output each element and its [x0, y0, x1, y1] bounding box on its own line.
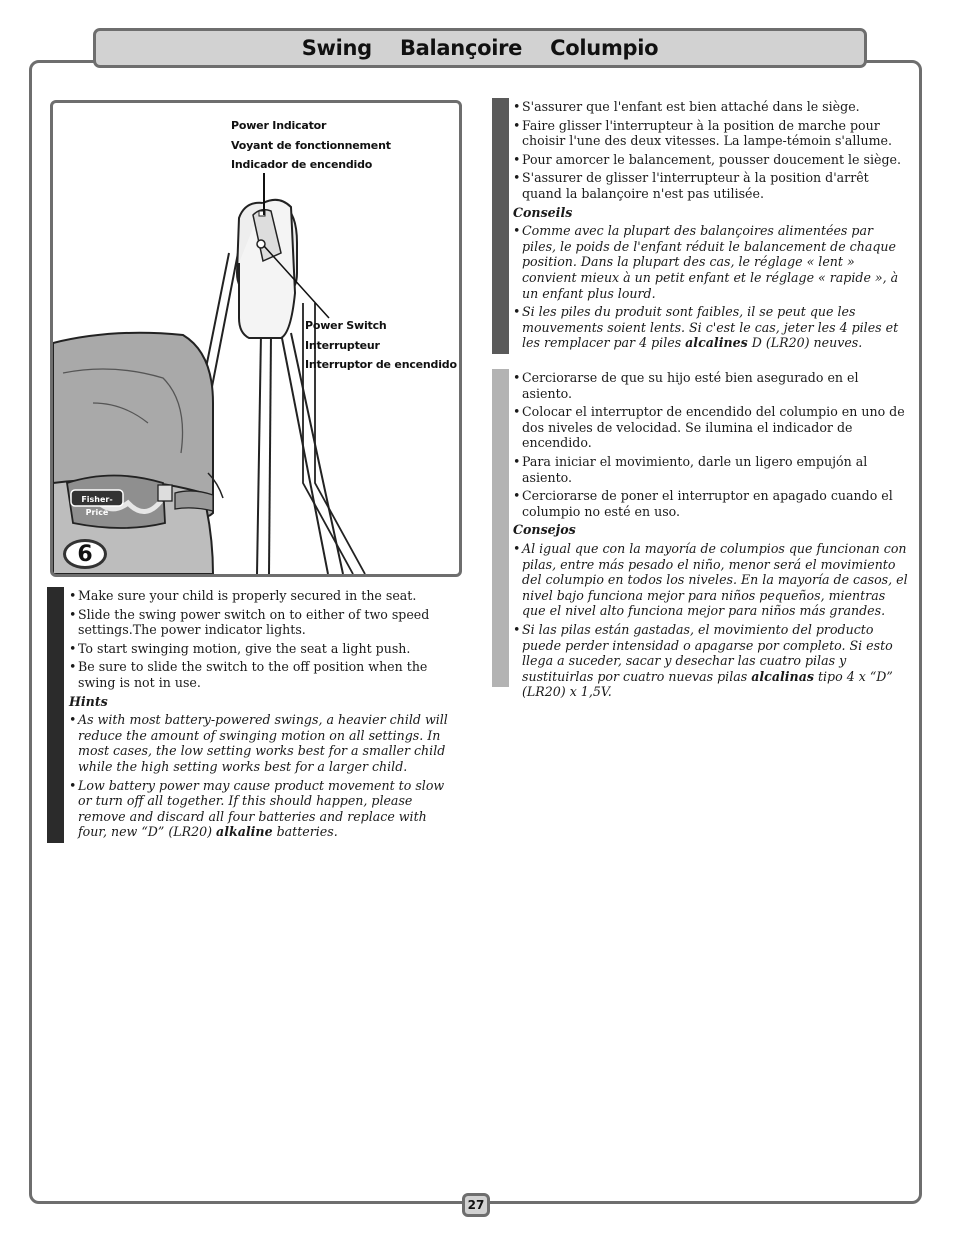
spanish-step: • Cerciorarse de que su hijo esté bien asegurado en el asiento.	[513, 370, 909, 401]
power-switch-callout	[305, 316, 457, 375]
spanish-steps	[513, 370, 909, 519]
english-hints	[69, 712, 459, 840]
english-language-bar	[47, 587, 64, 843]
french-step: • S'assurer de glisser l'interrupteur à la position d'arrêt quand la balançoire n'est pas utilisée.	[513, 170, 909, 201]
spanish-hints-title: Consejos	[513, 522, 576, 538]
spanish-step: • Para iniciar el movimiento, darle un ligero empujón al asiento.	[513, 454, 909, 485]
hint-text: batteries.	[272, 824, 338, 840]
spanish-step: • Colocar el interruptor de encendido del columpio en uno de dos niveles de velocidad. Se ilumina el indicador de encendido.	[513, 404, 909, 451]
english-step: • Slide the swing power switch on to either of two speed settings.The power indicator lights.	[69, 607, 459, 638]
figure-panel	[50, 100, 462, 577]
hint-emphasis: alcalines	[685, 335, 748, 351]
spanish-step: • Cerciorarse de poner el interruptor en apagado cuando el columpio no esté en uso.	[513, 488, 909, 519]
step-number-badge: 6	[63, 539, 107, 569]
spanish-hint: • Al igual que con la mayoría de columpios que funcionan con pilas, entre más pesado el niño, menor será el movimiento del columpio en todos los niveles. En la mayoría de casos, el nivel bajo funciona mejor para niños pequeños, mientras que el nivel alto funciona mejor para niños más grandes.	[513, 541, 909, 619]
french-step: • Faire glisser l'interrupteur à la position de marche pour choisir l'une des deux vitesses. La lampe-témoin s'allume.	[513, 118, 909, 149]
power-switch-label-en: Power Switch	[305, 319, 387, 332]
hint-text: Si las pilas están gastadas, el movimiento del producto puede perder intensidad o apagarse por completo. Si esto llega a suceder, sacar y desechar las cuatro pilas y sustituirlas por cuatro nuevas pilas	[522, 621, 893, 684]
french-step: • S'assurer que l'enfant est bien attaché dans le siège.	[513, 99, 909, 115]
brand-logo: Fisher-Price	[81, 495, 113, 517]
spanish-language-bar	[492, 369, 509, 687]
hint-emphasis: alcalinas	[751, 668, 814, 684]
power-switch-label-fr: Interrupteur	[305, 338, 380, 352]
french-hints	[513, 223, 909, 351]
power-switch-label-es: Interruptor de encendido	[305, 358, 457, 371]
hint-emphasis: alkaline	[216, 824, 273, 840]
french-hints-title: Conseils	[513, 204, 573, 220]
hint-text: tipo 4 x “D” (LR20) x 1,5V.	[522, 668, 893, 700]
english-hint: • As with most battery-powered swings, a heavier child will reduce the amount of swinging motion on all settings. In most cases, the low setting works best for a smaller child while the high setting works best for a larger child.	[69, 712, 459, 774]
english-instructions	[69, 588, 459, 843]
hint-text: Low battery power may cause product movement to slow or turn off all together. If this should happen, please remove and discard all four batteries and replace with four, new “D” (LR20)	[78, 777, 445, 840]
page-title: Swing Balançoire Columpio	[301, 36, 659, 60]
page-number: 27	[462, 1193, 490, 1217]
english-hint	[69, 778, 459, 840]
english-step: • Make sure your child is properly secured in the seat.	[69, 588, 459, 604]
french-instructions	[513, 99, 909, 354]
spanish-instructions	[513, 370, 909, 703]
english-step: • To start swinging motion, give the seat a light push.	[69, 641, 459, 657]
french-language-bar	[492, 98, 509, 354]
english-steps	[69, 588, 459, 691]
spanish-hint	[513, 622, 909, 700]
english-step: • Be sure to slide the switch to the off position when the swing is not in use.	[69, 659, 459, 690]
power-indicator-callout	[231, 116, 391, 175]
title-bar	[93, 28, 867, 68]
power-indicator-label-fr: Voyant de fonctionnement	[231, 138, 391, 152]
english-hints-title: Hints	[69, 693, 108, 709]
french-hint	[513, 304, 909, 351]
french-steps	[513, 99, 909, 202]
spanish-hints	[513, 541, 909, 700]
power-indicator-label-en: Power Indicator	[231, 119, 327, 132]
power-indicator-label-es: Indicador de encendido	[231, 158, 373, 171]
french-step: • Pour amorcer le balancement, pousser doucement le siège.	[513, 152, 909, 168]
hint-text: Si les piles du produit sont faibles, il se peut que les mouvements soient lents. Si c'est le cas, jeter les 4 piles et les remplacer par 4 piles	[522, 304, 899, 351]
hint-text: D (LR20) neuves.	[747, 335, 863, 351]
french-hint: • Comme avec la plupart des balançoires alimentées par piles, le poids de l'enfant réduit le balancement de chaque position. Dans la plupart des cas, le réglage « lent » convient mieux à un petit enfant et le réglage « rapide », à un enfant plus lourd.	[513, 223, 909, 301]
